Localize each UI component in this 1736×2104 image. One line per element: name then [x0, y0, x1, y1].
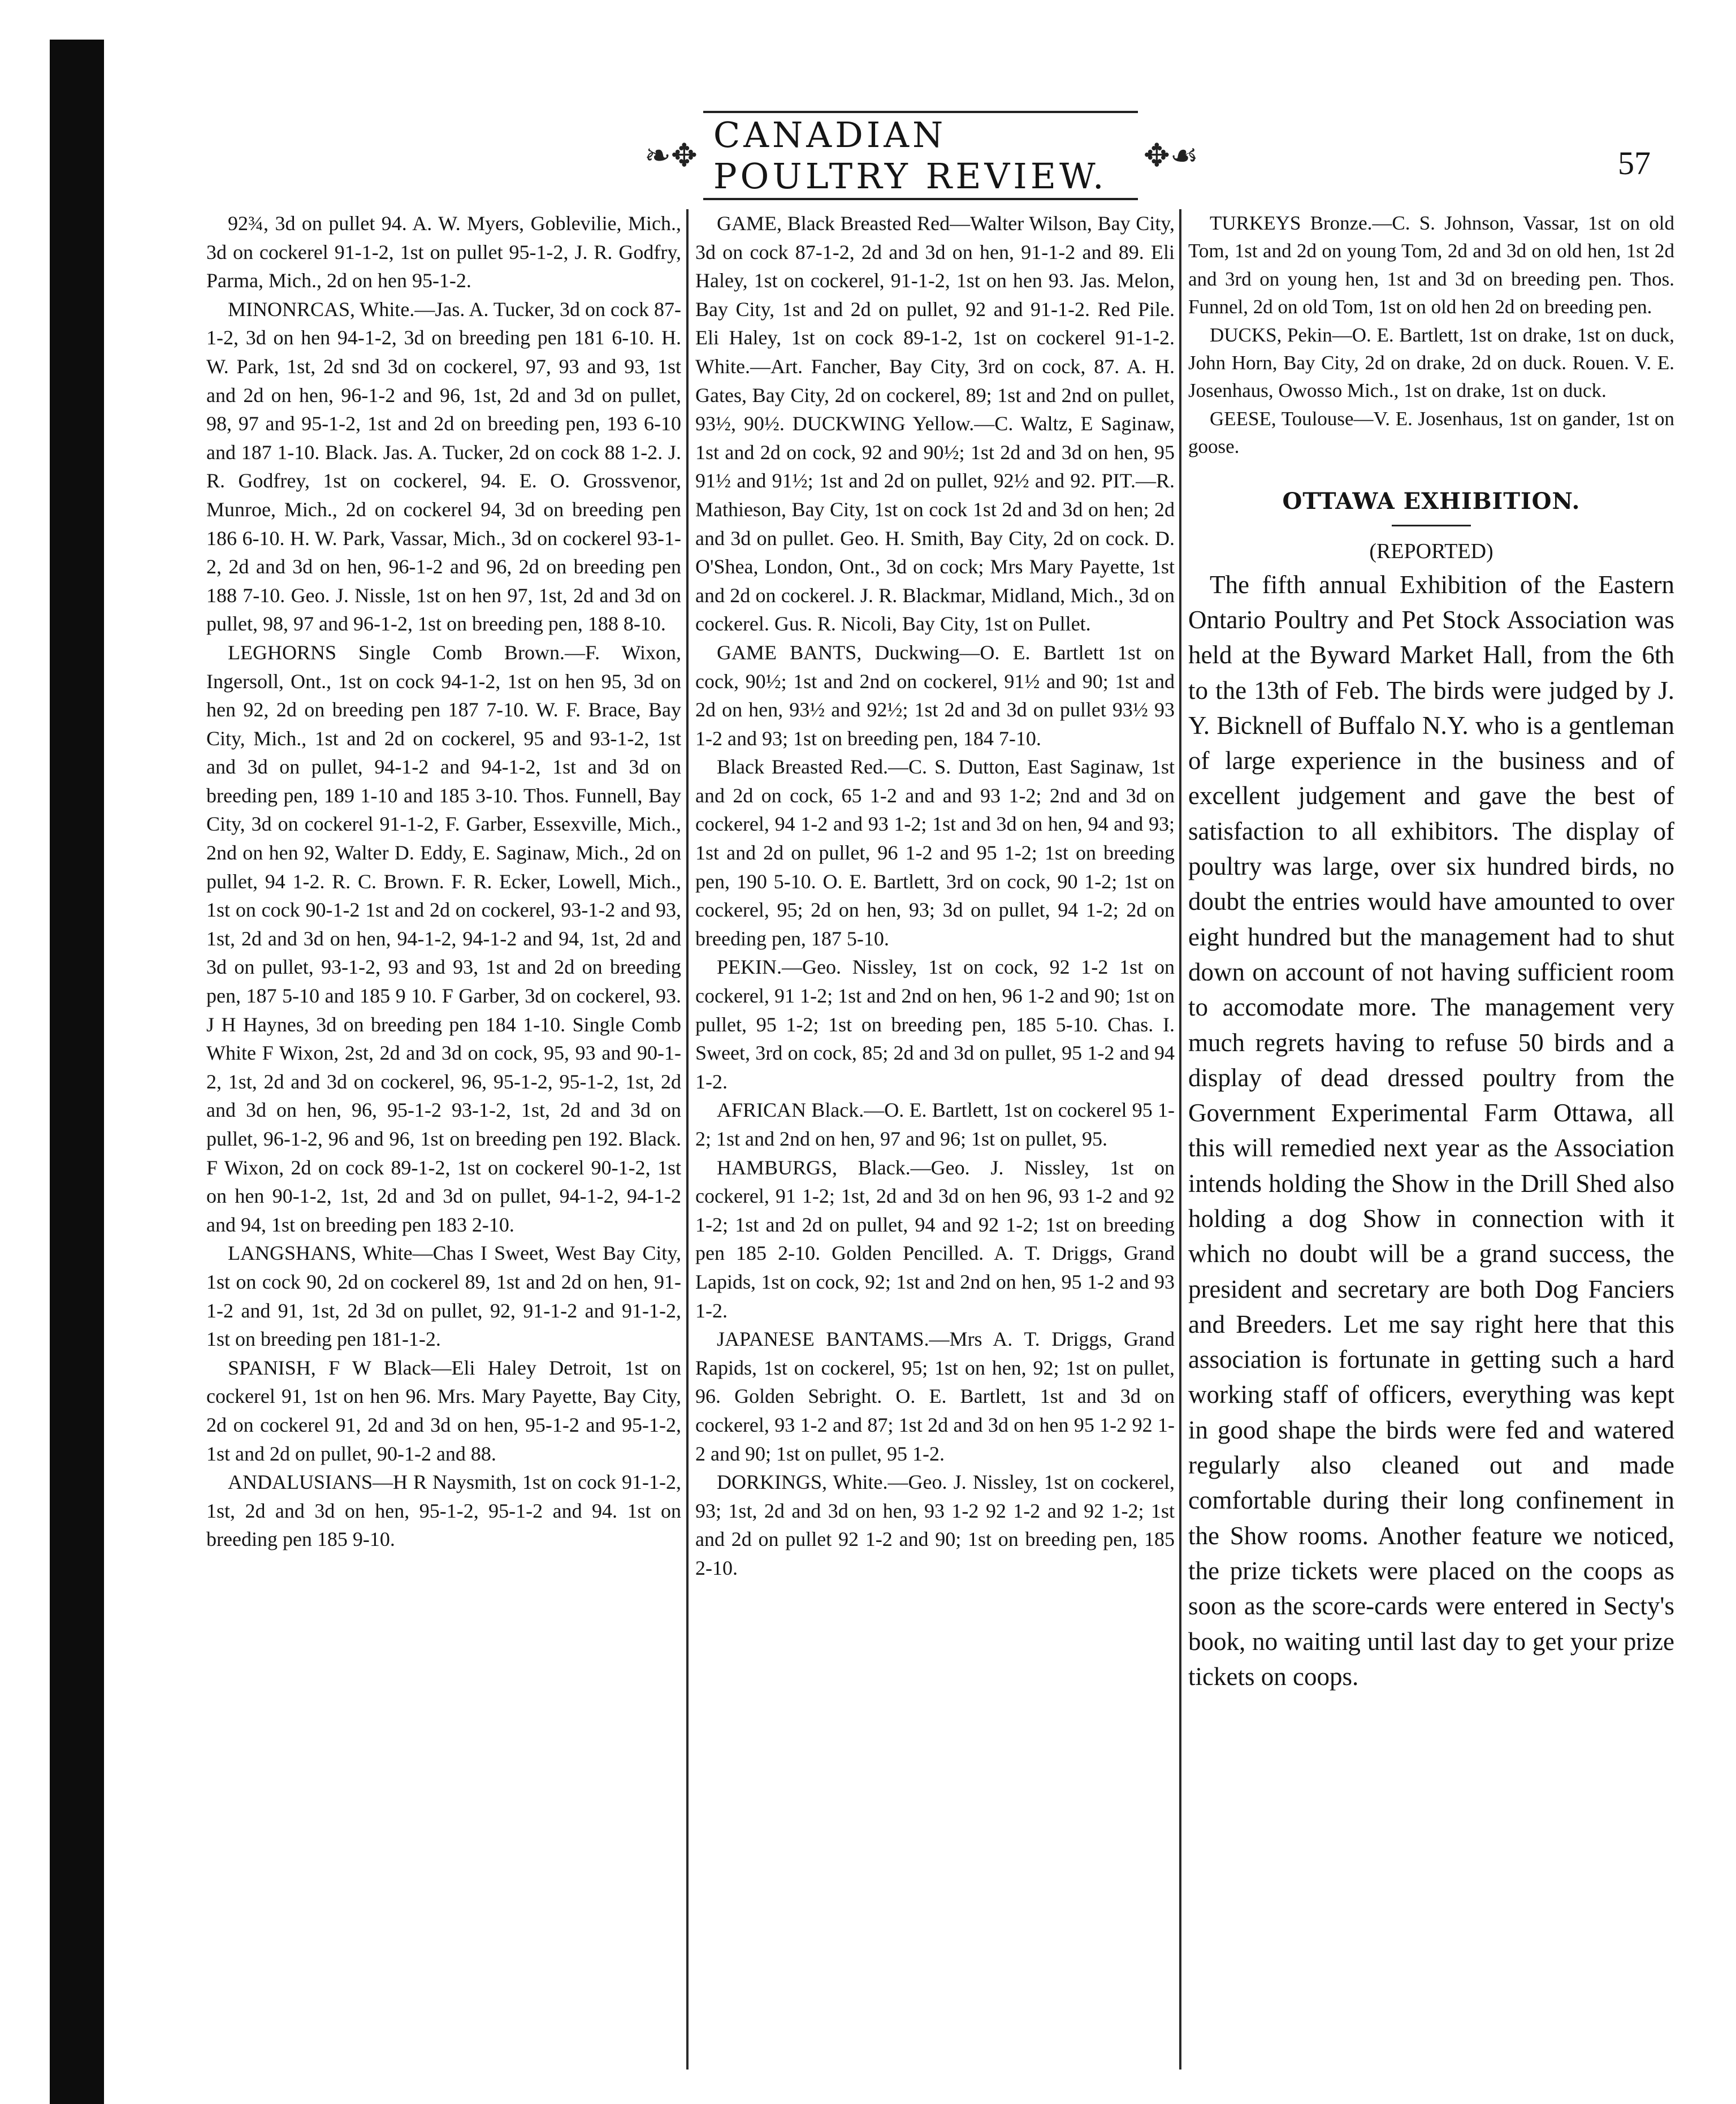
article-title: OTTAWA EXHIBITION.	[1282, 487, 1581, 515]
left-ornament-icon: ❧✥	[644, 138, 698, 174]
article-subtitle: (REPORTED)	[1369, 539, 1493, 563]
paragraph: GAME, Black Breasted Red—Walter Wilson, Bay City, 3d on cock 87-1-2, 2d and 3d on hen, 91-1-2 and 89. Eli Haley, 1st on cockerel, 91-1-2, 1st on hen 93. Jas. Melon, Bay City, 1st and 2d on pullet, 92 and 91-1-2. Red Pile. Eli Haley, 1st on cock 89-1-2, 1st on cockerel 91-1-2. White.—Art. Fancher, Bay City, 3rd on cock, 87. A. H. Gates, Bay City, 2d on cockerel, 89; 1st and 2nd on pullet, 93½, 90½. DUCKWING Yellow.—C. Waltz, E Saginaw, 1st and 2d on cock, 92 and 90½; 1st 2d and 3d on hen, 95 91½ and 91½; 1st and 2d on pullet, 92½ and 92. PIT.—R. Mathieson, Bay City, 1st on cock 1st 2d and 3d on hen; 2d and 3d on pullet. Geo. H. Smith, Bay City, 2d on cock. D. O'Shea, London, Ont., 3d on cock; Mrs Mary Payette, 1st and 2d on cockerel. J. R. Blackmar, Midland, Mich., 3d on cockerel. Gus. R. Nicoli, Bay City, 1st on Pullet.	[695, 212, 1175, 636]
column-rule-right	[1179, 209, 1181, 2070]
paragraph: DORKINGS, White.—Geo. J. Nissley, 1st on cockerel, 93; 1st, 2d and 3d on hen, 93 1-2 92 1-2 and 92 1-2; 1st and 2d on pullet 92 1-2 and 90; 1st on breeding pen, 185 2-10.	[695, 1471, 1175, 1579]
masthead	[644, 114, 1198, 197]
paragraph: LEGHORNS Single Comb Brown.—F. Wixon, Ingersoll, Ont., 1st on cock 94-1-2, 1st on hen 95, 3d on hen 92, 2d on breeding pen 187 7-10. W. F. Brace, Bay City, Mich., 1st and 2d on cockerel, 95 and 93-1-2, 1st and 3d on pullet, 94-1-2 and 94-1-2, 1st and 3d on breeding pen, 189 1-10 and 185 3-10. Thos. Funnell, Bay City, 3d on cockerel 91-1-2, F. Garber, Essexville, Mich., 2nd on hen 92, Walter D. Eddy, E. Saginaw, Mich., 2d on pullet, 94 1-2. R. C. Brown. F. R. Ecker, Lowell, Mich., 1st on cock 90-1-2 1st and 2d on cockerel, 93-1-2 and 93, 1st, 2d and 3d on hen, 94-1-2, 94-1-2 and 94, 1st, 2d and 3d on pullet, 93-1-2, 93 and 93, 1st and 2d on breeding pen, 187 5-10 and 185 9 10. F Garber, 3d on cockerel, 93. J H Haynes, 3d on breeding pen 184 1-10. Single Comb White F Wixon, 2st, 2d and 3d on cock, 95, 93 and 90-1-2, 1st, 2d and 3d on cockerel, 96, 95-1-2, 95-1-2, 1st, 2d and 3d on hen, 96, 95-1-2 93-1-2, 1st, 2d and 3d on pullet, 96-1-2, 96 and 96, 1st on breeding pen 192. Black. F Wixon, 2d on cock 89-1-2, 1st on cockerel 90-1-2, 1st on hen 90-1-2, 1st, 2d and 3d on pullet, 94-1-2, 94-1-2 and 94, 1st on breeding pen 183 2-10.	[206, 641, 681, 1236]
page-number: 57	[1618, 145, 1651, 182]
paragraph: TURKEYS Bronze.—C. S. Johnson, Vassar, 1st on old Tom, 1st and 2d on young Tom, 2d and 3d on old hen, 1st 2d and 3rd on young hen, 1st and 3d on breeding pen. Thos. Funnel, 2d on old Tom, 1st on old hen 2d on breeding pen.	[1188, 212, 1674, 318]
paragraph: AFRICAN Black.—O. E. Bartlett, 1st on cockerel 95 1-2; 1st and 2nd on hen, 97 and 96; 1st on pullet, 95.	[695, 1099, 1175, 1150]
column-3	[1188, 209, 1674, 2070]
paragraph: 92¾, 3d on pullet 94. A. W. Myers, Goblevilie, Mich., 3d on cockerel 91-1-2, 1st on pullet 95-1-2, J. R. Godfry, Parma, Mich., 2d on hen 95-1-2.	[206, 212, 681, 292]
binding-edge	[50, 40, 104, 2104]
paragraph: Black Breasted Red.—C. S. Dutton, East Saginaw, 1st and 2d on cock, 65 1-2 and and 93 1-2; 2nd and 3d on cockerel, 94 1-2 and 93 1-2; 1st and 3d on hen, 94 and 93; 1st and 2d on pullet, 96 1-2 and 95 1-2; 1st on breeding pen, 190 5-10. O. E. Bartlett, 3rd on cock, 90 1-2; 1st on cockerel, 95; 2d on hen, 93; 3d on pullet, 94 1-2; 2d on breeding pen, 187 5-10.	[695, 755, 1175, 950]
article-body: The fifth annual Exhibition of the Eastern Ontario Poultry and Pet Stock Association was held at the Byward Market Hall, from the 6th to the 13th of Feb. The birds were judged by J. Y. Bicknell of Buffalo N.Y. who is a gentleman of large experience in the business and of excellent judgement and gave the best of satisfaction to all exhibitors. The display of poultry was large, over six hundred birds, no doubt the entries would have amounted to over eight hundred but the management had to shut down on account of not having sufficient room to accomodate more. The management very much regrets having to refuse 50 birds and a display of dead dressed poultry from the Government Experimental Farm Ottawa, all this will remedied next year as the Association intends holding the Show in the Drill Shed also holding a dog Show in connection with it which no doubt will be a grand success, the president and secretary are both Dog Fanciers and Breeders. Let me say right here that this association is fortunate in getting such a hard working staff of officers, everything was kept in good shape the birds were fed and watered regularly also cleaned out and made comfortable during their long confinement in the Show rooms. Another feature we noticed, the prize tickets were placed on the coops as soon as the score-cards were entered in Secty's book, no waiting until last day to get your prize tickets on coops.	[1188, 570, 1674, 1691]
paragraph: MINONRCAS, White.—Jas. A. Tucker, 3d on cock 87-1-2, 3d on hen 94-1-2, 3d on breeding pen 181 6-10. H. W. Park, 1st, 2d snd 3d on cockerel, 97, 93 and 93, 1st and 2d on hen, 96-1-2 and 96, 1st, 2d and 3d on pullet, 98, 97 and 95-1-2, 1st and 2d on breeding pen, 193 6-10 and 187 1-10. Black. Jas. A. Tucker, 2d on cock 88 1-2. J. R. Godfrey, 1st on cockerel, 94. E. O. Grossvenor, Munroe, Mich., 2d on cockerel 94, 3d on breeding pen 186 6-10. H. W. Park, Vassar, Mich., 3d on cockerel 93-1-2, 2d and 3d on hen, 96-1-2 and 96, 2d on breeding pen 188 7-10. Geo. J. Nissle, 1st on hen 97, 1st, 2d and 3d on pullet, 98, 97 and 96-1-2, 1st on breeding pen, 188 8-10.	[206, 297, 681, 636]
paragraph: ANDALUSIANS—H R Naysmith, 1st on cock 91-1-2, 1st, 2d and 3d on hen, 95-1-2, 95-1-2 and 94. 1st on breeding pen 185 9-10.	[206, 1471, 681, 1551]
column-2	[695, 209, 1175, 2070]
paragraph: SPANISH, F W Black—Eli Haley Detroit, 1st on cockerel 91, 1st on hen 96. Mrs. Mary Payette, Bay City, 2d on cockerel 91, 2d and 3d on hen, 95-1-2 and 95-1-2, 1st and 2d on pullet, 90-1-2 and 88.	[206, 1356, 681, 1465]
masthead-title: CANADIAN POULTRY REVIEW.	[703, 111, 1138, 200]
paragraph: DUCKS, Pekin—O. E. Bartlett, 1st on drake, 1st on duck, John Horn, Bay City, 2d on drake, 2d on duck. Rouen. V. E. Josenhaus, Owosso Mich., 1st on drake, 1st on duck.	[1188, 323, 1674, 402]
column-1	[206, 209, 681, 2070]
paragraph: GEESE, Toulouse—V. E. Josenhaus, 1st on gander, 1st on goose.	[1188, 407, 1674, 458]
title-divider	[1392, 525, 1471, 526]
paragraph: JAPANESE BANTAMS.—Mrs A. T. Driggs, Grand Rapids, 1st on cockerel, 95; 1st on hen, 92; 1st on pullet, 96. Golden Sebright. O. E. Bartlett, 1st and 3d on cockerel, 93 1-2 and 87; 1st 2d and 3d on hen 95 1-2 92 1-2 and 90; 1st on pullet, 95 1-2.	[695, 1328, 1175, 1465]
paragraph: HAMBURGS, Black.—Geo. J. Nissley, 1st on cockerel, 91 1-2; 1st, 2d and 3d on hen 96, 93 1-2 and 92 1-2; 1st and 2d on pullet, 94 and 92 1-2; 1st on breeding pen 185 2-10. Golden Pencilled. A. T. Driggs, Grand Lapids, 1st on cock, 92; 1st and 2nd on hen, 95 1-2 and 93 1-2.	[695, 1156, 1175, 1322]
right-ornament-icon: ✥☙	[1143, 138, 1198, 174]
paragraph: LANGSHANS, White—Chas I Sweet, West Bay City, 1st on cock 90, 2d on cockerel 89, 1st and 2d on hen, 91-1-2 and 91, 1st, 2d 3d on pullet, 92, 91-1-2 and 91-1-2, 1st on breeding pen 181-1-2.	[206, 1242, 681, 1351]
column-rule-left	[686, 209, 689, 2070]
paragraph: PEKIN.—Geo. Nissley, 1st on cock, 92 1-2 1st on cockerel, 91 1-2; 1st and 2nd on hen, 96 1-2 and 90; 1st on pullet, 95 1-2; 1st on breeding pen, 185 5-10. Chas. I. Sweet, 3rd on cock, 85; 2d and 3d on pullet, 95 1-2 and 94 1-2.	[695, 956, 1175, 1093]
paragraph: GAME BANTS, Duckwing—O. E. Bartlett 1st on cock, 90½; 1st and 2nd on cockerel, 91½ and 90; 1st and 2d on hen, 93½ and 92½; 1st 2d and 3d on pullet 93½ 93 1-2 and 93; 1st on breeding pen, 184 7-10.	[695, 641, 1175, 750]
